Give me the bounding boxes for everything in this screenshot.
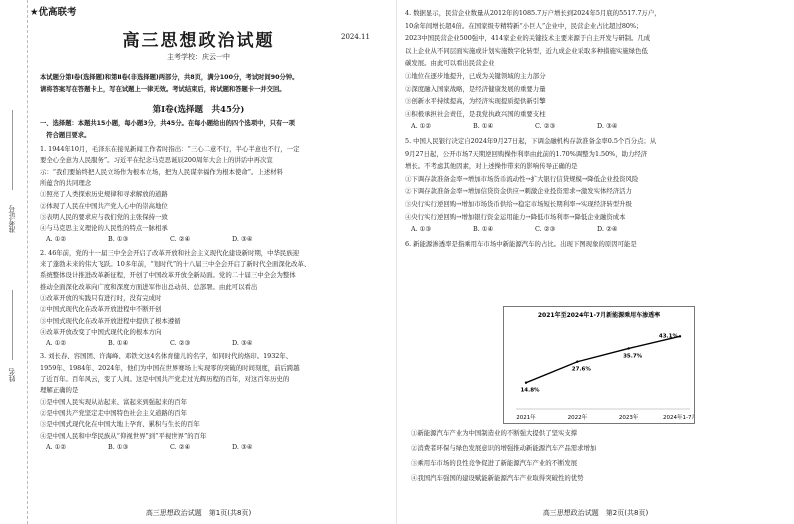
answer-option: D. ③④ [232, 235, 253, 244]
q1-line: 10余年间增长超4倍。在国家级专精特新“小巨人”企业中，民营企业占比超过80%； [405, 21, 643, 30]
answer-option: A. ①③ [411, 225, 432, 234]
q1-options [411, 121, 659, 132]
q3-choice: ②消费者环保与绿色发展意识的增强推动新能源汽车产品需求增加 [411, 444, 597, 452]
answer-option: D. ③④ [232, 442, 253, 451]
q1-line: ③创新水平持续提高，为经济实现提质提供新引擎 [405, 97, 546, 106]
host-school: 主考学校：庆云一中 [167, 53, 230, 61]
q1-line: 1. 1944年10月，毛泽东在接见新闻工作者时指出：“三心二意不行，半心半意也不行，一定 [40, 145, 300, 153]
section-title: 第Ⅰ卷(选择题 共45分) [152, 105, 245, 115]
q2-line: 增长。不考虑其他因素，对上述操作带来的影响传导正确的是 [405, 162, 578, 171]
answer-option: B. ①④ [473, 225, 494, 234]
penetration-rate-chart [503, 306, 695, 424]
q1-line: ②体现了人民在中国共产党人心中的崇高地位 [40, 201, 168, 210]
answer-option: C. ②③ [170, 339, 191, 348]
q1-line: ②深度融入国家战略，是经济健康发展的重要力量 [405, 84, 546, 93]
q3-line: 了近百年。百年风云，变了人间。这是中国共产党走过光辉历程的百年，对这百年历史的 [40, 375, 290, 383]
q2-line: ①下调存款准备金率→增加市场货币流动性→扩大银行信贷规模→降低企业投资风险 [405, 174, 639, 183]
section-intro-line-2: 符合题目要求。 [40, 132, 91, 139]
x-tick-label: 2024年1-7月 [663, 415, 694, 421]
q3-options [46, 442, 294, 453]
admission-number-line [12, 110, 13, 190]
q1-line: 所蕴含的共同理念 [40, 178, 92, 187]
q1-line: ④积极承担社会责任，是我党执政兴国的重要支柱 [405, 109, 546, 118]
q1-line: 示：“我们要始终把人民立场作为根本立场，把为人民谋幸福作为根本使命”。上述材料 [40, 167, 283, 176]
q2-line: ②下调存款准备金率→增加信贷资金供应→刺激企业投资需求→激发实体经济活力 [405, 187, 632, 196]
answer-option: C. ②③ [535, 225, 556, 234]
q1-line: ④与马克思主义理论的人民性的特点一脉相承 [40, 224, 168, 233]
data-label: 27.6% [571, 366, 591, 373]
chart-title: 2021年至2024年1-7月新能源乘用车渗透率 [537, 312, 661, 319]
answer-option: A. ①② [46, 339, 67, 348]
q2-line: ④改革开放改变了中国式现代化的根本方向 [40, 327, 162, 336]
series-line [526, 336, 680, 382]
q3-line: ②是中国共产党坚定走中国特色社会主义道路的百年 [40, 408, 187, 417]
page-footer-2: 高三思想政治试题 第2页(共8页) [542, 509, 649, 517]
x-tick-label: 2021年 [516, 415, 536, 421]
q1-line: 2023中国民营企业500强中，414家企业的关键技术主要来源于自主开发与研制。几成 [405, 34, 651, 43]
answer-option: A. ①② [411, 122, 432, 131]
answer-option: C. ②④ [170, 442, 191, 451]
x-tick-label: 2022年 [567, 415, 588, 421]
data-label: 14.8% [520, 387, 540, 394]
exam-page-2 [397, 0, 794, 524]
q1-line: 4. 数据显示，民营企业数量从2012年的1085.7万户增长到2024年5月底的5517.7万户， [405, 9, 661, 17]
answer-option: C. ②③ [535, 122, 556, 131]
q3-line: 3. 刘长春、容国团、许海峰、邓铁文这4名体育健儿的名字，如同时代的烙印。1932年、 [40, 352, 293, 361]
brand-label: ★优高联考 [30, 7, 77, 18]
q2-options [46, 338, 294, 349]
data-point [627, 347, 629, 349]
q3-line: 6. 新能源渗透率是指乘用车市场中新能源汽车的占比。出现下图现象的原因可能是 [405, 239, 637, 248]
q2-line: 5. 中国人民银行决定自2024年9月27日起，下调金融机构存款准备金率0.5个百分点；从 [405, 137, 657, 145]
admission-number-label: 准考证号 [8, 205, 16, 233]
q3-choice: ①新能源汽车产业为中国制造业的不断强大提供了坚实支撑 [411, 429, 578, 437]
answer-option: B. ①④ [473, 122, 494, 131]
page-footer-1: 高三思想政治试题 第1页(共8页) [145, 509, 252, 517]
q3-line: ④是中国人民和中华民族从“仰视世界”到“平视世界”的百年 [40, 431, 207, 440]
q1-line: 要全心全意为人民服务”。习近平在纪念马克思诞辰200周年大会上的讲话中再次宣 [40, 156, 273, 165]
q2-line: ③中国式现代化在改革开放进程中提供了根本遵循 [40, 316, 181, 325]
q1-line: ③表明人民的要求应与我们党的主张保持一致 [40, 212, 168, 221]
q2-line: 推动全面深化改革向广度和深度方面进军作出总动员、总部署。由此可以看出 [40, 282, 258, 291]
chart-svg [504, 307, 694, 423]
q3-line: 理解正确的是 [40, 386, 79, 395]
q1-options [46, 234, 294, 245]
q1-line: 碳发展。由此可以看出民营企业 [405, 59, 495, 68]
binding-margin [0, 0, 28, 524]
q3-choice: ④我国汽车强国的建设赋能新能源汽车产业取得突破性的优势 [411, 474, 584, 482]
answer-option: A. ①② [46, 235, 67, 244]
answer-option: D. ③④ [232, 339, 253, 348]
data-point [576, 361, 578, 363]
instruction-line-1: 本试题分第Ⅰ卷(选择题)和第Ⅱ卷(非选择题)两部分，共8页，满分100分，考试时间90分钟。 [40, 74, 299, 81]
q2-options [411, 224, 659, 235]
section-intro-line-1: 一、选择题：本题共15小题，每小题3分，共45分。在每小题给出的四个选项中，只有一项 [40, 120, 295, 127]
q1-line: ①照亮了人类探索历史规律和寻求解放的道路 [40, 190, 168, 199]
q1-line: 以上企业从不同层面实施或计划实施数字化转型，近九成企业采取多种措施实施绿色低 [405, 46, 648, 55]
answer-option: A. ①② [46, 442, 67, 451]
answer-option: D. ③④ [597, 122, 618, 131]
q2-line: ④央行实行逆回购→增加银行资金运用能力→降低市场利率→降低企业融资成本 [405, 212, 626, 221]
q2-line: ①改革开放的实践只有进行时，没有完成时 [40, 293, 162, 302]
data-label: 35.7% [623, 353, 643, 360]
q3-line: ①是中国人民实现从站起来、富起来到强起来的百年 [40, 397, 187, 406]
q2-line: 系统整体设计推进改革新征程，开创了中国改革开放全新局面。党的二十届三中全会为整体 [40, 271, 296, 280]
q3-line: 1959年、1984年、2024年，他们为中国在世界赛场上实现零的突破的时间刻度，前后跨越 [40, 363, 300, 372]
data-point [679, 335, 681, 337]
exam-title: 高三思想政治试题 [122, 31, 275, 51]
answer-option: C. ②④ [170, 235, 191, 244]
q3-line: ③是中国式现代化在中国大地上孕育、累积与生长的百年 [40, 420, 200, 429]
answer-option: B. ①③ [108, 235, 129, 244]
q2-line: ③央行实行逆回购→增加市场货币供给→稳定市场短长期利率→实现经济转型升级 [405, 200, 632, 208]
data-label: 43.1% [658, 333, 678, 340]
answer-option: D. ②④ [597, 225, 618, 234]
exam-date: 2024.11 [341, 33, 370, 41]
answer-option: B. ①④ [108, 339, 129, 348]
data-point [525, 382, 527, 384]
q2-line: ②中国式现代化在改革开放进程中不断开创 [40, 305, 162, 314]
name-line [12, 290, 13, 360]
q2-line: 9月27日起，公开市场7天期逆回购操作利率由此前的1.70%调整为1.50%，助力经济 [405, 149, 648, 158]
answer-option: B. ①③ [108, 442, 129, 451]
q2-line: 来了蓬勃未来的伟大飞跃。10多年前，“划时代”的十八届三中全会开启了新时代全面深化改革、 [40, 260, 311, 268]
q3-choice: ③乘用车市场的良性竞争促进了新能源汽车产业的不断发展 [411, 459, 578, 467]
x-tick-label: 2023年 [618, 415, 639, 421]
instruction-line-2: 请将答案写在答题卡上，写在试题上一律无效。考试结束后，将试题和答题卡一并交回。 [40, 86, 286, 93]
q2-line: 2. 46年前，党的十一届三中全会开启了改革开放和社会主义现代化建设新时期，中华民族迎 [40, 248, 300, 257]
name-label: 姓名 [8, 368, 16, 382]
q1-line: ①地位在逐步地提升，已成为关键领域的主力部分 [405, 72, 546, 80]
